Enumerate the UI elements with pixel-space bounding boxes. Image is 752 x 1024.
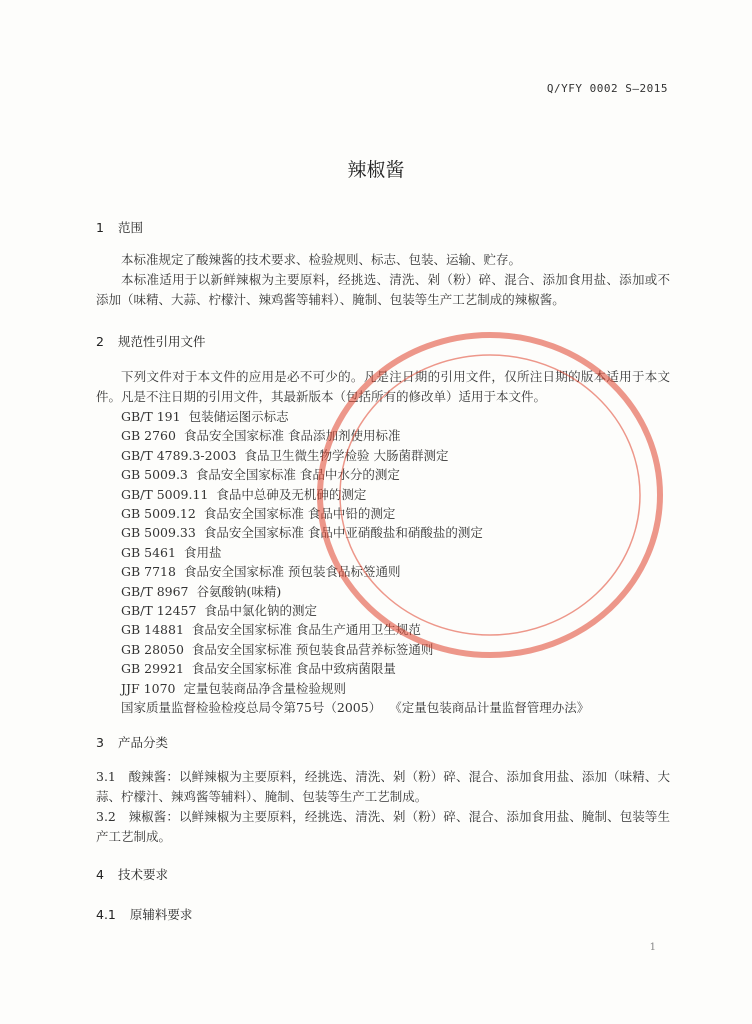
section-title: 产品分类	[117, 735, 168, 750]
scope-paragraph-2: 本标准适用于以新鲜辣椒为主要原料，经挑选、清洗、剁（粉）碎、混合、添加食用盐、添加或不添加（味精、大蒜、柠檬汁、辣鸡酱等辅料）、腌制、包装等生产工艺制成的辣椒酱。	[96, 272, 670, 307]
list-item	[121, 407, 589, 426]
ref-name: 食品安全国家标准 预包装食品标签通则	[183, 564, 401, 580]
document-title: 辣椒酱	[347, 159, 405, 181]
section-1-heading	[96, 218, 143, 236]
ref-name: 食品安全国家标准 食品中水分的测定	[195, 467, 400, 483]
list-item	[121, 620, 589, 639]
subsection-4-1-heading	[96, 905, 192, 923]
ref-code: GB/T 12457	[121, 603, 197, 619]
reference-list	[121, 407, 589, 718]
classification-item-1: 3.1 酸辣酱：以鲜辣椒为主要原料，经挑选、清洗、剁（粉）碎、混合、添加食用盐、添加（味精、大蒜、柠檬汁、辣鸡酱等辅料）、腌制、包装等生产工艺制成。	[96, 769, 670, 804]
ref-code: 国家质量监督检验检疫总局令第75号（2005）	[121, 700, 382, 716]
ref-code: GB 5009.33	[121, 525, 196, 541]
ref-code: GB 28050	[121, 641, 184, 657]
list-item	[121, 679, 589, 698]
ref-code: GB 7718	[121, 564, 176, 580]
ref-code: GB/T 8967	[121, 583, 189, 599]
ref-name: 食品中总砷及无机砷的测定	[216, 486, 367, 502]
list-item	[121, 543, 589, 562]
ref-code: GB 29921	[121, 661, 184, 677]
ref-name: 食品中氯化钠的测定	[204, 603, 317, 619]
classification-item-2: 3.2 辣椒酱：以鲜辣椒为主要原料，经挑选、清洗、剁（粉）碎、混合、添加食用盐、腌制、包装等生产工艺制成。	[96, 809, 670, 844]
section-3-heading	[96, 733, 168, 751]
ref-name: 谷氨酸钠(味精)	[196, 583, 282, 599]
list-item	[121, 659, 589, 678]
list-item	[121, 504, 589, 523]
list-item	[121, 485, 589, 504]
subsection-title: 原辅料要求	[129, 907, 193, 922]
document-code: Q/YFY 0002 S—2015	[546, 82, 668, 95]
section-title: 范围	[117, 220, 143, 235]
list-item	[121, 523, 589, 542]
refs-intro-paragraph: 下列文件对于本文件的应用是必不可少的。凡是注日期的引用文件，仅所注日期的版本适用于本文件。凡是不注日期的引用文件，其最新版本（包括所有的修改单）适用于本文件。	[96, 369, 670, 404]
ref-name: 定量包装商品净含量检验规则	[183, 680, 346, 696]
ref-code: GB 5461	[121, 544, 176, 560]
ref-name: 包装储运图示标志	[188, 409, 289, 424]
ref-name: 食用盐	[183, 544, 222, 560]
ref-name: 食品安全国家标准 预包装食品营养标签通则	[191, 641, 434, 657]
scope-paragraph-1: 本标准规定了酸辣酱的技术要求、检验规则、标志、包装、运输、贮存。	[121, 252, 522, 267]
list-item	[121, 601, 589, 620]
section-4-heading	[96, 865, 168, 883]
list-item	[121, 562, 589, 581]
page-number: 1	[649, 942, 656, 953]
section-title: 规范性引用文件	[117, 334, 206, 349]
ref-code: GB 14881	[121, 622, 184, 638]
section-number: 2	[96, 334, 104, 349]
ref-name: 食品安全国家标准 食品中亚硝酸盐和硝酸盐的测定	[203, 525, 483, 541]
ref-code: GB/T 4789.3-2003	[121, 447, 237, 463]
list-item	[121, 465, 589, 484]
ref-name: 食品安全国家标准 食品中致病菌限量	[191, 661, 396, 677]
ref-name: 《定量包装商品计量监督管理办法》	[389, 700, 590, 716]
section-number: 4	[96, 867, 104, 882]
ref-name: 食品安全国家标准 食品添加剂使用标准	[183, 428, 401, 444]
ref-code: JJF 1070	[121, 680, 176, 696]
list-item	[121, 698, 589, 717]
ref-name: 食品卫生微生物学检验 大肠菌群测定	[244, 447, 449, 463]
section-number: 1	[96, 220, 104, 235]
section-2-heading	[96, 332, 206, 350]
ref-name: 食品安全国家标准 食品中铅的测定	[203, 506, 396, 522]
section-title: 技术要求	[117, 867, 168, 882]
list-item	[121, 582, 589, 601]
subsection-number: 4.1	[96, 907, 116, 922]
list-item	[121, 640, 589, 659]
ref-code: GB 5009.3	[121, 467, 188, 483]
list-item	[121, 446, 589, 465]
ref-code: GB/T 5009.11	[121, 486, 209, 502]
list-item	[121, 426, 589, 445]
ref-code: GB 2760	[121, 428, 176, 444]
ref-code: GB/T 191	[121, 409, 181, 424]
ref-code: GB 5009.12	[121, 506, 196, 522]
section-number: 3	[96, 735, 104, 750]
ref-name: 食品安全国家标准 食品生产通用卫生规范	[191, 622, 421, 638]
